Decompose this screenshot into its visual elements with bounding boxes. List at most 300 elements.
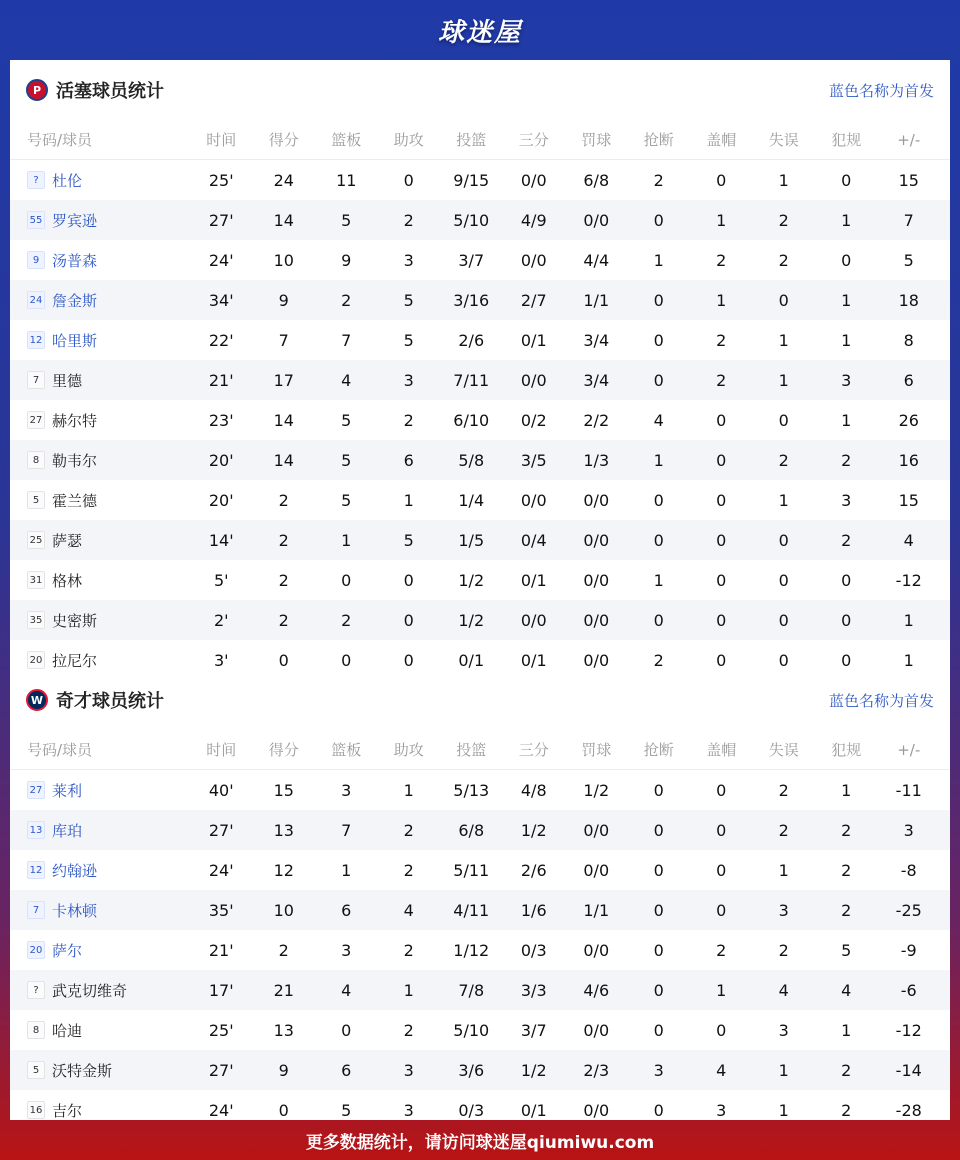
player-cell[interactable] xyxy=(10,610,190,631)
stat-cell: 0 xyxy=(716,650,727,670)
stat-cell: 0 xyxy=(841,650,852,670)
stat-cell: 10 xyxy=(273,250,294,270)
column-header: 盖帽 xyxy=(706,741,737,759)
stat-cell: 2 xyxy=(716,330,727,350)
stat-cell: 0/0 xyxy=(583,570,610,590)
stat-cell: 2 xyxy=(403,860,414,880)
player-name-link[interactable]: 詹金斯 xyxy=(52,291,98,310)
player-name-link[interactable]: 拉尼尔 xyxy=(52,651,98,670)
player-row[interactable] xyxy=(10,360,950,400)
player-name-link[interactable]: 霍兰德 xyxy=(52,491,98,510)
player-name-link[interactable]: 沃特金斯 xyxy=(52,1061,113,1080)
stat-cell: 21' xyxy=(208,940,234,960)
stat-cell: 0 xyxy=(716,570,727,590)
stat-cell: 4 xyxy=(341,980,352,1000)
column-header: 号码/球员 xyxy=(27,741,93,759)
stat-cell: 18 xyxy=(898,290,919,310)
stat-cell: 0 xyxy=(403,610,414,630)
stat-cell: 4 xyxy=(903,530,914,550)
stat-cell: 6 xyxy=(341,900,352,920)
jersey-number-badge: 5 xyxy=(27,491,45,509)
jersey-number-badge: 55 xyxy=(27,211,45,229)
stat-cell: 5/10 xyxy=(453,210,490,230)
player-row[interactable] xyxy=(10,850,950,890)
stat-cell: 2 xyxy=(841,820,852,840)
stat-cell: 1 xyxy=(903,650,914,670)
stat-cell: 2 xyxy=(278,940,289,960)
stat-cell: 24' xyxy=(208,1100,234,1120)
player-row[interactable] xyxy=(10,400,950,440)
stat-cell: 0/0 xyxy=(583,860,610,880)
stat-cell: 6/10 xyxy=(453,410,490,430)
column-header: 抢断 xyxy=(643,131,674,149)
stat-cell: 0/0 xyxy=(583,610,610,630)
stat-cell: 3/7 xyxy=(458,250,485,270)
stat-cell: 2/7 xyxy=(520,290,547,310)
stat-cell: 0/0 xyxy=(583,1020,610,1040)
stat-cell: 2 xyxy=(841,1100,852,1120)
column-header: 失误 xyxy=(768,131,799,149)
stat-cell: 0/0 xyxy=(520,490,547,510)
footer-text: 更多数据统计，请访问球迷屋qiumiwu.com xyxy=(305,1132,655,1153)
stat-cell: 2 xyxy=(653,650,664,670)
player-cell[interactable] xyxy=(10,860,190,881)
pistons-logo-icon: P xyxy=(26,79,48,101)
stat-cell: 3 xyxy=(653,1060,664,1080)
stat-cell: 0 xyxy=(716,780,727,800)
stat-cell: 0 xyxy=(653,900,664,920)
player-cell[interactable] xyxy=(10,650,190,671)
player-name-link[interactable]: 哈迪 xyxy=(52,1021,83,1040)
stat-cell: 14' xyxy=(208,530,234,550)
player-name-link[interactable]: 哈里斯 xyxy=(52,331,98,350)
stat-cell: 1 xyxy=(403,490,414,510)
stat-cell: 3 xyxy=(903,820,914,840)
player-row[interactable] xyxy=(10,200,950,240)
stat-cell: 17 xyxy=(273,370,294,390)
stat-cell: 5' xyxy=(213,570,229,590)
stat-cell: 3/7 xyxy=(520,1020,547,1040)
jersey-number-badge: 7 xyxy=(27,901,45,919)
stat-cell: 5 xyxy=(341,450,352,470)
stat-cell: 0 xyxy=(778,570,789,590)
player-cell[interactable] xyxy=(10,1020,190,1041)
player-row[interactable] xyxy=(10,810,950,850)
footer-banner[interactable] xyxy=(0,1120,960,1160)
stat-cell: 14 xyxy=(273,210,294,230)
player-name-link[interactable]: 萨尔 xyxy=(52,941,83,960)
player-row[interactable] xyxy=(10,770,950,810)
player-row[interactable] xyxy=(10,1050,950,1090)
stat-cell: 12 xyxy=(273,860,294,880)
stat-cell: 9 xyxy=(278,1060,289,1080)
stat-cell: 0 xyxy=(778,650,789,670)
player-name-link[interactable]: 汤普森 xyxy=(52,251,98,270)
stat-cell: 2 xyxy=(403,1020,414,1040)
stat-cell: 3 xyxy=(403,250,414,270)
player-name-link[interactable]: 卡林顿 xyxy=(52,901,98,920)
stat-cell: 1 xyxy=(653,450,664,470)
player-cell[interactable] xyxy=(10,940,190,961)
column-header: 三分 xyxy=(518,741,549,759)
stat-cell: 1 xyxy=(841,410,852,430)
player-row[interactable] xyxy=(10,440,950,480)
stat-cell: 0 xyxy=(653,530,664,550)
player-name-link[interactable]: 莱利 xyxy=(52,781,83,800)
stat-cell: 0 xyxy=(278,1100,289,1120)
stat-cell: 1 xyxy=(841,330,852,350)
stat-cell: 0 xyxy=(278,650,289,670)
stat-cell: 0 xyxy=(841,570,852,590)
stat-cell: 2 xyxy=(403,940,414,960)
stat-cell: 3/5 xyxy=(520,450,547,470)
stat-cell: 1/2 xyxy=(458,570,485,590)
stat-cell: 2 xyxy=(403,820,414,840)
stat-cell: 2 xyxy=(716,370,727,390)
player-cell[interactable] xyxy=(10,900,190,921)
player-cell[interactable] xyxy=(10,980,190,1001)
jersey-number-badge: 5 xyxy=(27,1061,45,1079)
player-row[interactable] xyxy=(10,560,950,600)
player-name-link[interactable]: 库珀 xyxy=(52,821,83,840)
starter-legend: 蓝色名称为首发 xyxy=(828,691,934,710)
stat-cell: 2 xyxy=(716,250,727,270)
stat-cell: 0 xyxy=(841,170,852,190)
player-row[interactable] xyxy=(10,320,950,360)
player-cell[interactable] xyxy=(10,530,190,551)
player-name-link[interactable]: 约翰逊 xyxy=(52,861,98,880)
stat-cell: 17' xyxy=(208,980,234,1000)
stat-cell: 0 xyxy=(653,1100,664,1120)
player-cell[interactable] xyxy=(10,210,190,231)
stat-cell: 2 xyxy=(778,250,789,270)
stat-cell: 25' xyxy=(208,1020,234,1040)
jersey-number-badge: 12 xyxy=(27,861,45,879)
stat-cell: 0 xyxy=(716,490,727,510)
player-name-link[interactable]: 武克切维奇 xyxy=(52,981,128,1000)
stat-cell: 0 xyxy=(716,610,727,630)
stat-cell: 6 xyxy=(341,1060,352,1080)
stat-cell: 2 xyxy=(278,570,289,590)
stat-cell: 3/16 xyxy=(453,290,490,310)
stat-cell: 3 xyxy=(778,900,789,920)
column-header: 篮板 xyxy=(331,741,362,759)
stat-cell: 1/1 xyxy=(583,900,610,920)
player-cell[interactable] xyxy=(10,290,190,311)
stat-cell: 0 xyxy=(653,1020,664,1040)
stat-cell: 0 xyxy=(653,860,664,880)
stat-cell: 0 xyxy=(716,1020,727,1040)
stat-cell: 0 xyxy=(653,610,664,630)
player-name-link[interactable]: 杜伦 xyxy=(52,171,83,190)
stat-cell: 3' xyxy=(213,650,229,670)
stat-cell: 5 xyxy=(341,1100,352,1120)
stat-cell: 0 xyxy=(341,570,352,590)
starter-legend: 蓝色名称为首发 xyxy=(828,81,934,100)
stat-cell: 5 xyxy=(341,490,352,510)
column-header: 篮板 xyxy=(331,131,362,149)
stat-cell: 1 xyxy=(903,610,914,630)
stat-cell: 4 xyxy=(341,370,352,390)
stat-cell: 2/6 xyxy=(458,330,485,350)
stat-cell: 2 xyxy=(841,450,852,470)
player-name-link[interactable]: 罗宾逊 xyxy=(52,211,98,230)
stat-cell: 7 xyxy=(278,330,289,350)
stat-cell: 5/10 xyxy=(453,1020,490,1040)
stat-cell: 2 xyxy=(278,530,289,550)
player-cell[interactable] xyxy=(10,370,190,391)
stat-cell: 0 xyxy=(653,290,664,310)
stat-cell: 1 xyxy=(403,780,414,800)
stat-cell: 2 xyxy=(278,490,289,510)
jersey-number-badge: 25 xyxy=(27,531,45,549)
jersey-number-badge: 20 xyxy=(27,651,45,669)
player-row[interactable] xyxy=(10,480,950,520)
pistons-stats-section xyxy=(10,60,950,680)
player-row[interactable] xyxy=(10,970,950,1010)
stat-cell: 0 xyxy=(403,570,414,590)
stat-cell: 14 xyxy=(273,410,294,430)
stat-cell: 1/5 xyxy=(458,530,485,550)
stat-cell: 0/0 xyxy=(583,650,610,670)
stat-cell: 9 xyxy=(341,250,352,270)
stat-cell: 1/3 xyxy=(583,450,610,470)
stat-cell: 5 xyxy=(903,250,914,270)
column-header: 号码/球员 xyxy=(27,131,93,149)
stat-cell: 1 xyxy=(341,530,352,550)
column-header: 罚球 xyxy=(581,131,612,149)
player-name-link[interactable]: 赫尔特 xyxy=(52,411,98,430)
stat-cell: 0/4 xyxy=(520,530,547,550)
player-cell[interactable] xyxy=(10,780,190,801)
column-header: 犯规 xyxy=(831,131,862,149)
stat-cell: 2 xyxy=(716,940,727,960)
stat-cell: 25' xyxy=(208,170,234,190)
stat-cell: 20' xyxy=(208,450,234,470)
stat-cell: 1 xyxy=(841,290,852,310)
stat-cell: 21' xyxy=(208,370,234,390)
stat-cell: -12 xyxy=(895,1020,922,1040)
stat-cell: -8 xyxy=(900,860,917,880)
column-header: 助攻 xyxy=(393,131,424,149)
stat-cell: 0 xyxy=(716,860,727,880)
player-cell[interactable] xyxy=(10,410,190,431)
stat-cell: -14 xyxy=(895,1060,922,1080)
stat-cell: 9/15 xyxy=(453,170,490,190)
stat-cell: 1 xyxy=(778,860,789,880)
stat-cell: 0/0 xyxy=(583,210,610,230)
stat-cell: 0/2 xyxy=(520,410,547,430)
stat-cell: 35' xyxy=(208,900,234,920)
stat-cell: 4 xyxy=(653,410,664,430)
stat-cell: 2 xyxy=(778,820,789,840)
stat-cell: 1 xyxy=(716,210,727,230)
jersey-number-badge: ? xyxy=(27,171,45,189)
stat-cell: 1 xyxy=(778,170,789,190)
stat-cell: 1 xyxy=(653,570,664,590)
stat-cell: 5 xyxy=(341,210,352,230)
stat-cell: 0 xyxy=(841,250,852,270)
jersey-number-badge: 7 xyxy=(27,371,45,389)
stat-cell: 2 xyxy=(403,410,414,430)
stat-cell: 5 xyxy=(403,530,414,550)
stat-cell: 1 xyxy=(653,250,664,270)
stat-cell: 7 xyxy=(903,210,914,230)
stat-cell: 2 xyxy=(341,290,352,310)
column-header: 得分 xyxy=(268,741,299,759)
player-cell[interactable] xyxy=(10,170,190,191)
column-header: 罚球 xyxy=(581,741,612,759)
stat-cell: 0 xyxy=(716,170,727,190)
player-cell[interactable] xyxy=(10,250,190,271)
player-name-link[interactable]: 格林 xyxy=(52,571,83,590)
stat-cell: 27' xyxy=(208,820,234,840)
jersey-number-badge: 27 xyxy=(27,781,45,799)
stat-cell: 15 xyxy=(898,490,919,510)
player-row[interactable] xyxy=(10,240,950,280)
stat-cell: 3 xyxy=(403,1060,414,1080)
stat-cell: 23' xyxy=(208,410,234,430)
stat-cell: 3 xyxy=(403,1100,414,1120)
stat-cell: 0 xyxy=(341,650,352,670)
column-header: 时间 xyxy=(206,131,237,149)
stat-cell: 15 xyxy=(273,780,294,800)
player-cell[interactable] xyxy=(10,330,190,351)
stat-cell: 1/2 xyxy=(520,820,547,840)
stat-cell: -25 xyxy=(895,900,922,920)
stat-cell: 2/6 xyxy=(520,860,547,880)
player-row[interactable] xyxy=(10,160,950,200)
stat-cell: 0 xyxy=(341,1020,352,1040)
stat-cell: 15 xyxy=(898,170,919,190)
stat-cell: 5 xyxy=(341,410,352,430)
stat-cell: 4/8 xyxy=(520,780,547,800)
stat-cell: 1/12 xyxy=(453,940,490,960)
stat-cell: 0/1 xyxy=(520,570,547,590)
stat-cell: 2 xyxy=(841,1060,852,1080)
player-row[interactable] xyxy=(10,890,950,930)
stat-cell: 3 xyxy=(841,490,852,510)
player-name-link[interactable]: 里德 xyxy=(52,371,83,390)
player-row[interactable] xyxy=(10,930,950,970)
column-header: +/- xyxy=(897,740,921,759)
player-row[interactable] xyxy=(10,1010,950,1050)
player-cell[interactable] xyxy=(10,490,190,511)
stat-cell: 7 xyxy=(341,820,352,840)
stat-cell: 4/6 xyxy=(583,980,610,1000)
stat-cell: 0 xyxy=(653,330,664,350)
player-cell[interactable] xyxy=(10,1060,190,1081)
stat-cell: 8 xyxy=(903,330,914,350)
stat-cell: 0/0 xyxy=(583,820,610,840)
stat-cell: 1 xyxy=(841,210,852,230)
stat-cell: 0 xyxy=(841,610,852,630)
section-title xyxy=(26,77,164,103)
player-row[interactable] xyxy=(10,280,950,320)
player-cell[interactable] xyxy=(10,1100,190,1121)
stat-cell: 27' xyxy=(208,1060,234,1080)
stat-cell: 4/11 xyxy=(453,900,490,920)
player-row[interactable] xyxy=(10,600,950,640)
stat-cell: 13 xyxy=(273,1020,294,1040)
stat-cell: 3 xyxy=(341,940,352,960)
stat-cell: 1 xyxy=(341,860,352,880)
stat-cell: 1 xyxy=(841,780,852,800)
stat-cell: 0 xyxy=(778,290,789,310)
player-name-link[interactable]: 勒韦尔 xyxy=(52,451,98,470)
stat-cell: 2 xyxy=(778,940,789,960)
stat-cell: 0/1 xyxy=(520,650,547,670)
stat-cell: 0/0 xyxy=(583,530,610,550)
player-name-link[interactable]: 史密斯 xyxy=(52,611,98,630)
column-header: 时间 xyxy=(206,741,237,759)
stat-cell: 20' xyxy=(208,490,234,510)
stat-cell: 7/11 xyxy=(453,370,490,390)
stat-cell: 4 xyxy=(841,980,852,1000)
stat-cell: 4 xyxy=(403,900,414,920)
player-row[interactable] xyxy=(10,520,950,560)
column-header: 失误 xyxy=(768,741,799,759)
stat-cell: 16 xyxy=(898,450,919,470)
stat-cell: 0 xyxy=(653,370,664,390)
stat-cell: -11 xyxy=(895,780,922,800)
column-header: 三分 xyxy=(518,131,549,149)
column-header: 盖帽 xyxy=(706,131,737,149)
stat-cell: 4 xyxy=(716,1060,727,1080)
column-header: +/- xyxy=(897,130,921,149)
stat-cell: 5 xyxy=(403,330,414,350)
jersey-number-badge: ? xyxy=(27,981,45,999)
stat-cell: -6 xyxy=(900,980,917,1000)
section-header xyxy=(10,670,950,730)
stat-cell: 2/2 xyxy=(583,410,610,430)
jersey-number-badge: 20 xyxy=(27,941,45,959)
stat-cell: 1/4 xyxy=(458,490,485,510)
player-cell[interactable] xyxy=(10,450,190,471)
stat-cell: 6 xyxy=(903,370,914,390)
stat-cell: 3/4 xyxy=(583,330,610,350)
jersey-number-badge: 8 xyxy=(27,451,45,469)
stat-cell: 3/6 xyxy=(458,1060,485,1080)
player-name-link[interactable]: 吉尔 xyxy=(52,1101,83,1120)
stat-cell: 22' xyxy=(208,330,234,350)
stat-cell: 6 xyxy=(403,450,414,470)
wizards-logo-icon: W xyxy=(26,689,48,711)
stat-cell: 2/3 xyxy=(583,1060,610,1080)
stat-cell: 3 xyxy=(716,1100,727,1120)
stat-cell: 1 xyxy=(778,490,789,510)
stat-cell: 1 xyxy=(716,290,727,310)
stat-cell: 0 xyxy=(653,210,664,230)
stat-cell: 0/1 xyxy=(520,330,547,350)
jersey-number-badge: 31 xyxy=(27,571,45,589)
stat-cell: 4 xyxy=(778,980,789,1000)
jersey-number-badge: 9 xyxy=(27,251,45,269)
stat-cell: 11 xyxy=(336,170,357,190)
stat-cell: 2' xyxy=(213,610,229,630)
player-cell[interactable] xyxy=(10,570,190,591)
jersey-number-badge: 27 xyxy=(27,411,45,429)
player-cell[interactable] xyxy=(10,820,190,841)
stat-cell: 5/13 xyxy=(453,780,490,800)
player-name-link[interactable]: 萨瑟 xyxy=(52,531,83,550)
stat-cell: 0/0 xyxy=(520,370,547,390)
stat-cell: 1/2 xyxy=(583,780,610,800)
stat-cell: 2 xyxy=(653,170,664,190)
stat-cell: 0/0 xyxy=(520,250,547,270)
section-title xyxy=(26,687,164,713)
jersey-number-badge: 12 xyxy=(27,331,45,349)
